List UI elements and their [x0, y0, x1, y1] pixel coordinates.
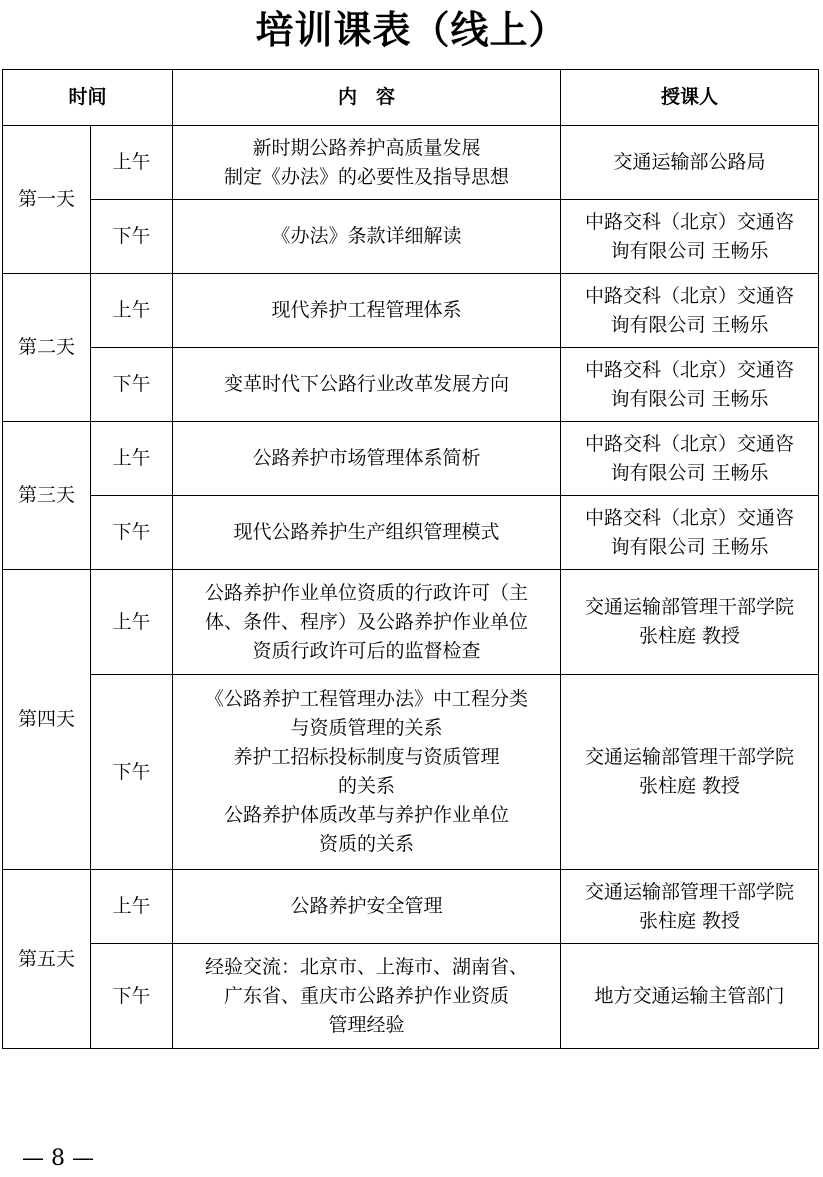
content-line: 公路养护市场管理体系简析 — [252, 447, 481, 469]
period-label: 上午 — [91, 570, 173, 675]
table-row — [3, 348, 819, 422]
table-row — [3, 944, 819, 1049]
session-content — [173, 422, 561, 496]
content-line: 体、条件、程序）及公路养护作业单位 — [205, 610, 529, 633]
content-line: 管理经验 — [328, 1013, 405, 1036]
header-teacher: 授课人 — [561, 70, 819, 126]
teacher-line: 中路交科（北京）交通咨 — [585, 432, 795, 455]
teacher-line: 询有限公司 王畅乐 — [610, 387, 769, 410]
content-line: 养护工招标投标制度与资质管理 — [233, 746, 500, 768]
session-content — [173, 870, 561, 944]
content-line: 的关系 — [338, 775, 396, 797]
session-teacher — [561, 570, 819, 675]
table-row — [3, 496, 819, 570]
teacher-line: 中路交科（北京）交通咨 — [585, 506, 795, 529]
table-row — [3, 126, 819, 200]
session-content — [173, 570, 561, 675]
period-label: 上午 — [91, 274, 173, 348]
content-line: 公路养护作业单位资质的行政许可（主 — [205, 581, 529, 604]
teacher-line: 交通运输部管理干部学院 — [585, 746, 795, 768]
teacher-line: 询有限公司 王畅乐 — [610, 461, 769, 484]
period-label: 下午 — [91, 496, 173, 570]
period-label: 下午 — [91, 675, 173, 870]
teacher-line: 交通运输部公路局 — [613, 151, 766, 173]
content-line: 公路养护安全管理 — [290, 895, 443, 917]
schedule-table — [2, 69, 819, 1049]
table-row — [3, 274, 819, 348]
teacher-line: 询有限公司 王畅乐 — [610, 313, 769, 336]
session-teacher — [561, 422, 819, 496]
teacher-line: 询有限公司 王畅乐 — [610, 535, 769, 558]
session-content — [173, 200, 561, 274]
period-label: 下午 — [91, 944, 173, 1049]
table-header-row — [3, 70, 819, 126]
day-label: 第三天 — [3, 422, 91, 570]
period-label: 上午 — [91, 870, 173, 944]
day-label: 第四天 — [3, 570, 91, 870]
content-line: 经验交流：北京市、上海市、湖南省、 — [205, 955, 529, 978]
content-line: 资质行政许可后的监督检查 — [252, 639, 481, 662]
table-row — [3, 870, 819, 944]
table-row — [3, 200, 819, 274]
teacher-line: 中路交科（北京）交通咨 — [585, 210, 795, 233]
session-content — [173, 675, 561, 870]
content-line: 与资质管理的关系 — [290, 717, 443, 739]
content-line: 现代养护工程管理体系 — [271, 299, 462, 321]
teacher-line: 张柱庭 教授 — [638, 625, 741, 647]
page-title: 培训课表（线上） — [255, 8, 568, 52]
day-label: 第五天 — [3, 870, 91, 1049]
teacher-line: 中路交科（北京）交通咨 — [585, 284, 795, 307]
table-row — [3, 570, 819, 675]
teacher-line: 张柱庭 教授 — [638, 775, 741, 797]
teacher-line: 交通运输部管理干部学院 — [585, 880, 795, 903]
table-row — [3, 675, 819, 870]
period-label: 上午 — [91, 422, 173, 496]
session-content — [173, 496, 561, 570]
content-line: 制定《办法》的必要性及指导思想 — [224, 165, 510, 188]
session-teacher — [561, 675, 819, 870]
day-label: 第一天 — [3, 126, 91, 274]
teacher-line: 地方交通运输主管部门 — [594, 984, 785, 1007]
period-label: 下午 — [91, 200, 173, 274]
session-content — [173, 348, 561, 422]
session-teacher — [561, 274, 819, 348]
day-label: 第二天 — [3, 274, 91, 422]
teacher-line: 张柱庭 教授 — [638, 909, 741, 932]
content-line: 新时期公路养护高质量发展 — [252, 136, 481, 159]
teacher-line: 询有限公司 王畅乐 — [610, 239, 769, 262]
session-teacher — [561, 348, 819, 422]
teacher-line: 交通运输部管理干部学院 — [585, 596, 795, 618]
content-line: 广东省、重庆市公路养护作业资质 — [224, 984, 510, 1007]
table-row — [3, 422, 819, 496]
content-line: 现代公路养护生产组织管理模式 — [233, 521, 500, 543]
period-label: 下午 — [91, 348, 173, 422]
schedule-body — [3, 126, 819, 1049]
session-content — [173, 126, 561, 200]
content-line: 公路养护体质改革与养护作业单位 — [224, 804, 510, 826]
period-label: 上午 — [91, 126, 173, 200]
session-teacher — [561, 200, 819, 274]
session-content — [173, 274, 561, 348]
page-number: — 8 — — [22, 1146, 94, 1171]
teacher-line: 中路交科（北京）交通咨 — [585, 358, 795, 381]
content-line: 《公路养护工程管理办法》中工程分类 — [205, 688, 529, 710]
content-line: 资质的关系 — [319, 833, 415, 855]
content-line: 《办法》条款详细解读 — [271, 225, 462, 247]
session-teacher — [561, 496, 819, 570]
header-content: 内 容 — [173, 70, 561, 126]
session-teacher — [561, 944, 819, 1049]
session-teacher — [561, 126, 819, 200]
header-time: 时间 — [3, 70, 173, 126]
session-content — [173, 944, 561, 1049]
session-teacher — [561, 870, 819, 944]
content-line: 变革时代下公路行业改革发展方向 — [224, 373, 510, 395]
